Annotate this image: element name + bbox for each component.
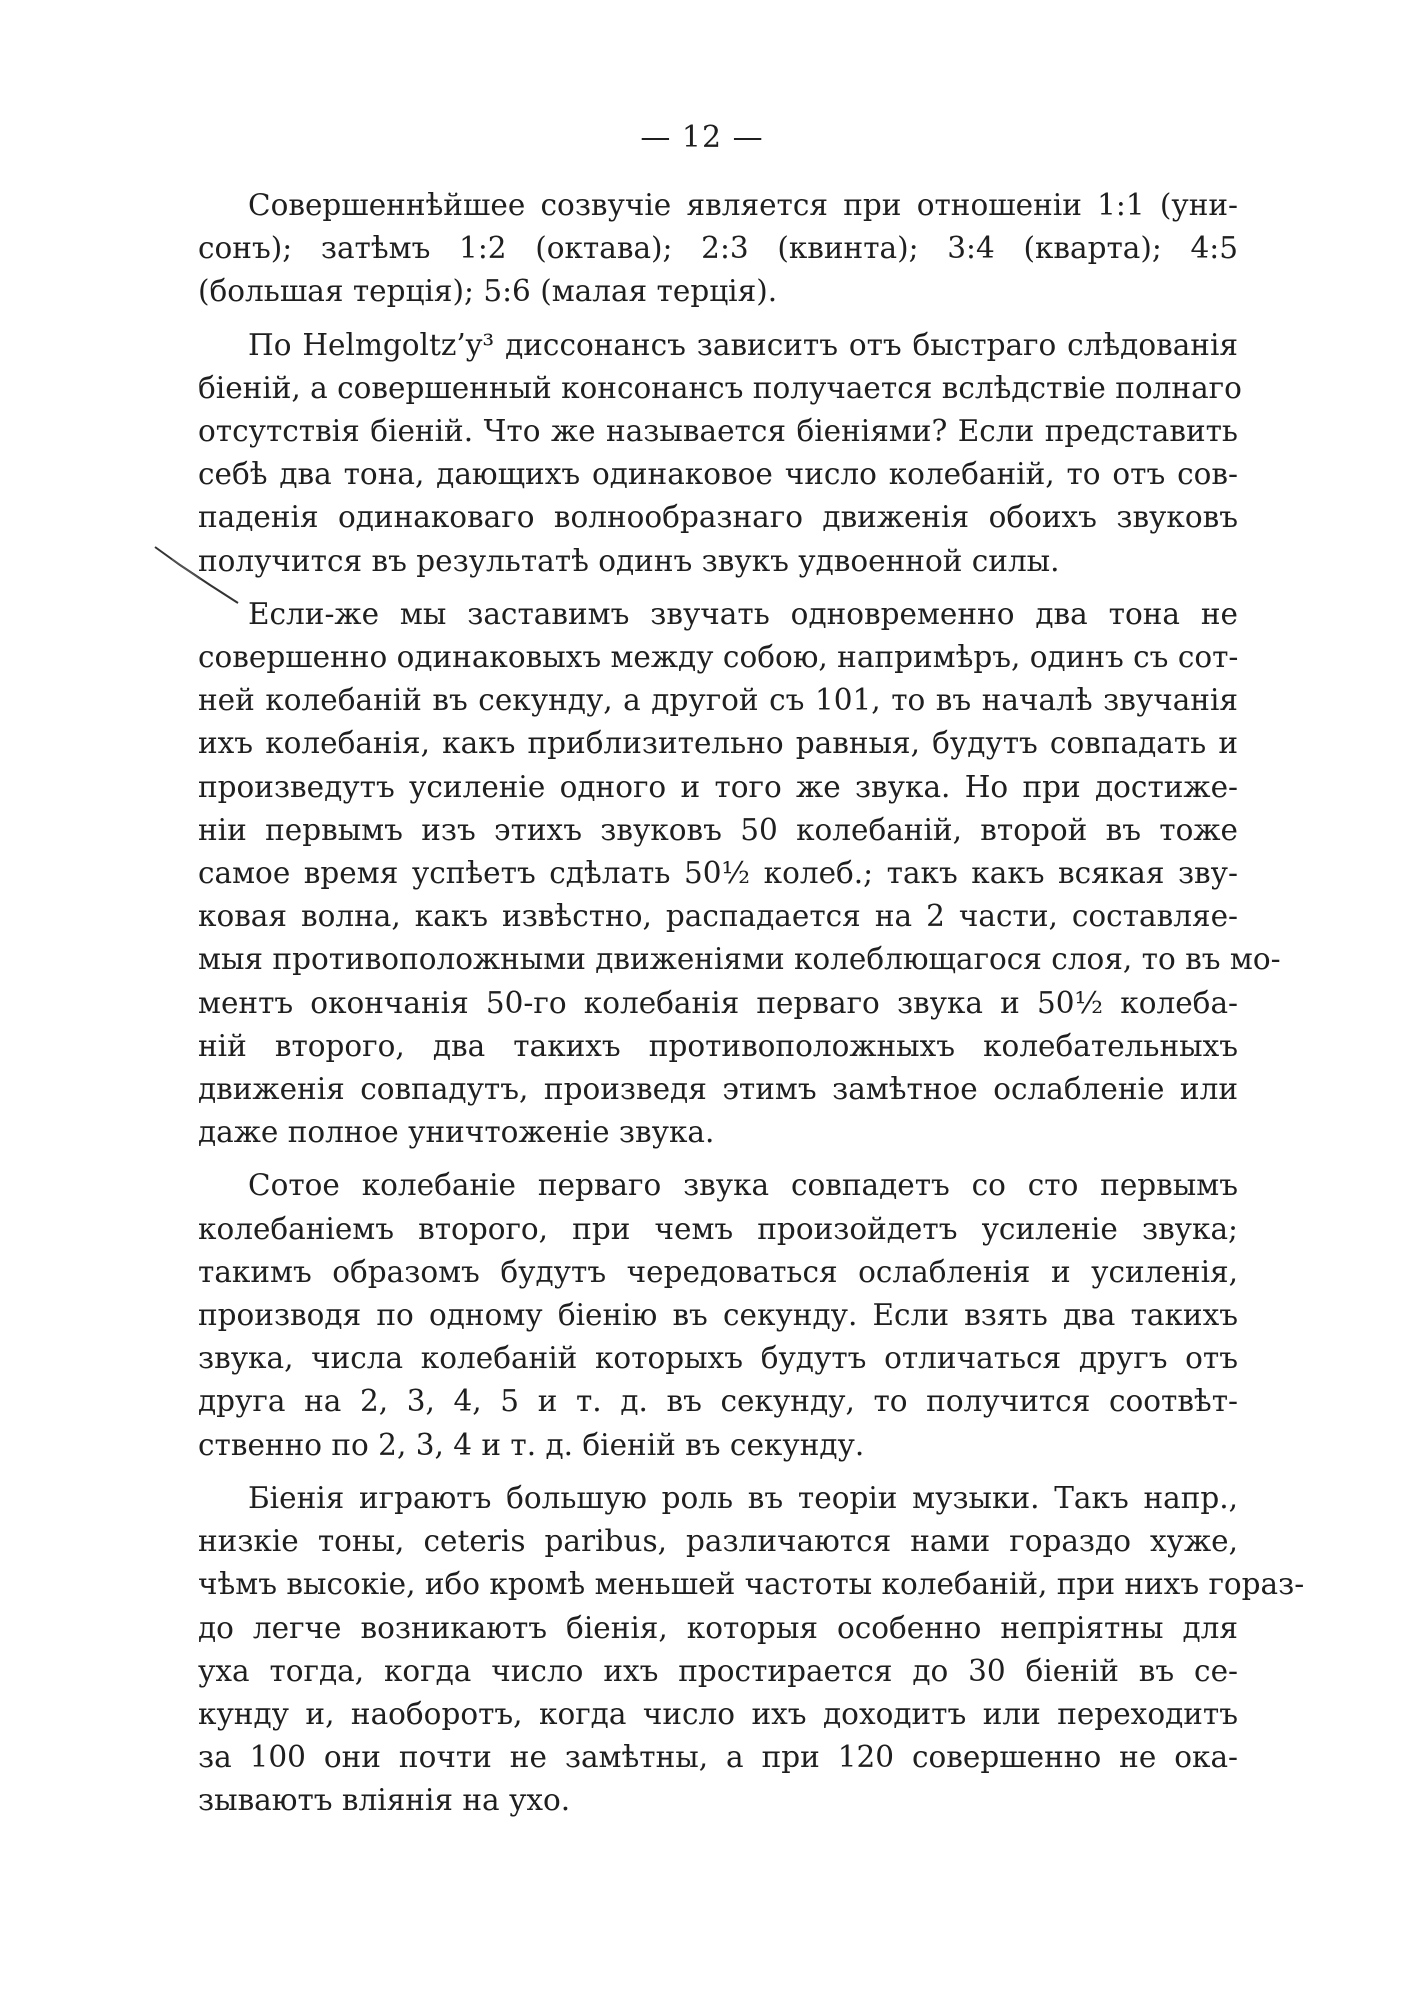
text-line: получится въ результатѣ одинъ звукъ удвоенной силы. [198,543,1060,578]
page-number: — 12 — [640,120,764,155]
paragraph [198,324,1242,583]
text-line: Совершеннѣйшее созвучіе является при отношеніи 1:1 (уни- [248,188,1238,222]
text-line: Если-же мы заставимъ звучать одновременно два тона не [248,596,1238,631]
text-line: движенія совпадутъ, произведя этимъ замѣтное ослабленіе или [198,1072,1238,1107]
text-line: ней колебаній въ секунду, а другой съ 101, то въ началѣ звучанія [198,683,1238,718]
text-line: Сотое колебаніе перваго звука совпадетъ со сто первымъ [248,1168,1238,1203]
text-line: ихъ колебанія, какъ приблизительно равныя, будутъ совпадать и [198,726,1238,761]
paragraph [198,593,1281,1155]
body-text [198,184,1305,1833]
text-line: производя по одному біенію въ секунду. Если взять два такихъ [198,1298,1238,1333]
text-line: сонъ); затѣмъ 1:2 (октава); 2:3 (квинта); 3:4 (кварта); 4:5 [198,231,1238,266]
text-line: друга на 2, 3, 4, 5 и т. д. въ секунду, то получится соотвѣт- [198,1384,1238,1419]
text-line: ковая волна, какъ извѣстно, распадается на 2 части, составляе- [198,899,1238,934]
paragraph [198,1477,1305,1823]
text-line: такимъ образомъ будутъ чередоваться ослабленія и усиленія, [198,1254,1238,1289]
text-line: біеній, а совершенный консонансъ получается вслѣдствіе полнаго [198,370,1242,405]
paragraph [198,1164,1238,1466]
text-line: до легче возникаютъ біенія, которыя особенно непріятны для [198,1610,1238,1645]
text-line: ніи первымъ изъ этихъ звуковъ 50 колебаній, второй въ тоже [198,812,1238,847]
text-line: себѣ два тона, дающихъ одинаковое число колебаній, то отъ сов- [198,457,1238,492]
text-line: даже полное уничтоженіе звука. [198,1115,715,1150]
text-line: колебаніемъ второго, при чемъ произойдетъ усиленіе звука; [198,1211,1238,1246]
text-line: Біенія играютъ большую роль въ теоріи музыки. Такъ напр., [248,1480,1238,1515]
text-line: ній второго, два такихъ противоположныхъ колебательныхъ [198,1028,1238,1063]
text-line: уха тогда, когда число ихъ простирается до 30 біеній въ се- [198,1653,1238,1688]
text-line: зываютъ вліянія на ухо. [198,1783,571,1818]
text-line: чѣмъ высокіе, ибо кромѣ меньшей частоты колебаній, при нихъ гораз- [198,1567,1305,1602]
text-line: звука, числа колебаній которыхъ будутъ отличаться другъ отъ [198,1341,1238,1376]
text-line: произведутъ усиленіе одного и того же звука. Но при достиже- [198,769,1238,804]
text-line: (большая терція); 5:6 (малая терція). [198,274,778,309]
text-line: ментъ окончанія 50-го колебанія перваго звука и 50½ колеба- [198,985,1238,1020]
text-line: отсутствія біеній. Что же называется біеніями? Если представить [198,414,1238,449]
text-line: мыя противоположными движеніями колеблющагося слоя, то въ мо- [198,942,1281,977]
text-line: за 100 они почти не замѣтны, а при 120 совершенно не ока- [198,1740,1238,1775]
paragraph [198,184,1238,314]
text-line: самое время успѣетъ сдѣлать 50½ колеб.; такъ какъ всякая зву- [198,856,1238,891]
text-line: По Helmgoltz’y³ диссонансъ зависитъ отъ быстраго слѣдованія [248,327,1238,362]
text-line: кунду и, наоборотъ, когда число ихъ доходитъ или переходитъ [198,1696,1238,1731]
text-line: ственно по 2, 3, 4 и т. д. біеній въ секунду. [198,1427,865,1462]
text-line: низкіе тоны, ceteris paribus, различаются нами гораздо хуже, [198,1524,1238,1559]
text-line: совершенно одинаковыхъ между собою, напримѣръ, одинъ съ сот- [198,640,1239,675]
text-line: паденія одинаковаго волнообразнаго движенія обоихъ звуковъ [198,500,1238,535]
